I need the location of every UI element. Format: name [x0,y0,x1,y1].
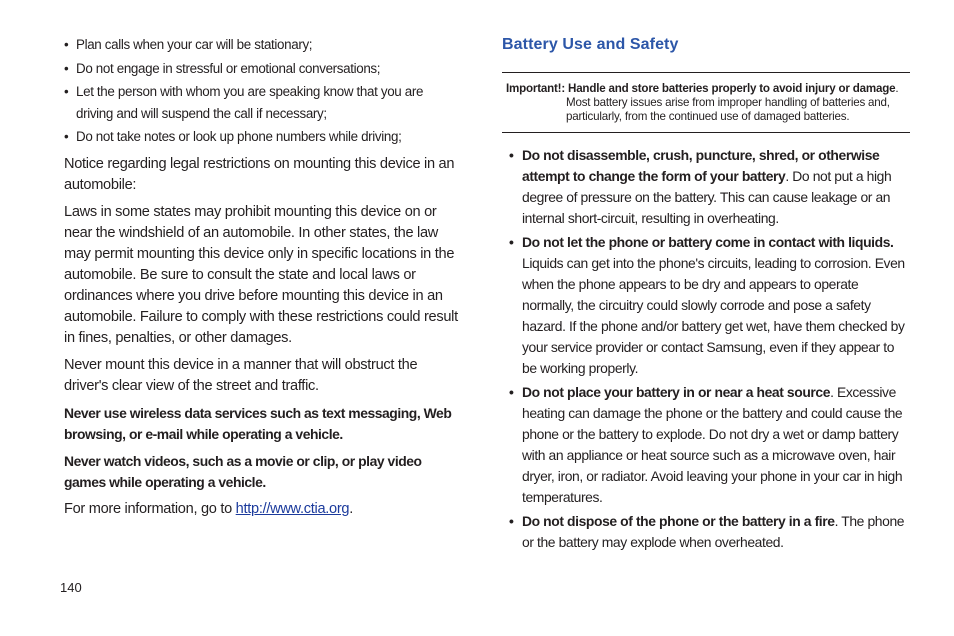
bullet: • [509,234,514,250]
driving-tips-list [64,34,462,148]
bullet: • [509,147,514,163]
more-info-period: . [349,500,353,517]
list-item-text: Let the person with whom you are speaking know that you are driving and will suspend the call if necessary; [76,84,424,121]
list-item-text: Do not engage in stressful or emotional conversations; [76,60,381,76]
important-period: . [895,82,899,95]
list-item-bold: Do not disassemble, crush, puncture, shred, or otherwise attempt to change the form of your battery [522,147,880,184]
bullet: • [509,513,514,529]
section-heading: Battery Use and Safety [502,36,679,53]
obstruct-paragraph: Never mount this device in a manner that will obstruct the driver's clear view of the street and traffic. [64,356,418,394]
bullet: • [64,60,69,76]
wireless-warning: Never use wireless data services such as text messaging, Web browsing, or e-mail while operating a vehicle. [64,404,452,442]
list-item-text: . Do not put a high degree of pressure on the battery. This can cause leakage or an internal short-circuit, resulting in overheating. [522,168,892,226]
list-item-bold: Do not place your battery in or near a heat source [522,384,831,400]
bullet: • [64,84,69,99]
bullet: • [64,37,69,52]
list-item-text: Plan calls when your car will be stationary; [76,37,313,52]
left-column [64,34,462,526]
ctia-link[interactable]: http://www.ctia.org [235,500,350,517]
list-item-text: . The phone or the battery may explode when overheated. [522,513,905,550]
laws-paragraph: Laws in some states may prohibit mounting this device on or near the windshield of an automobile. In other states, the law may permit mounting this device only in specific locations in the automobile. Be sure to consult the state and local laws or ordinances where you drive before mounting this device in an automobile. Failure to comply with these restrictions could result in fines, penalties, or other damages. [64,203,458,346]
important-body-text: Most battery issues arise from improper handling of batteries and, particularly, from the continued use of damaged batteries. [566,96,890,123]
list-item [502,232,910,379]
video-warning: Never watch videos, such as a movie or clip, or play video games while operating a vehicle. [64,452,422,490]
list-item-text: Do not take notes or look up phone numbers while driving; [76,129,402,144]
list-item-text: Liquids can get into the phone's circuits, leading to corrosion. Even when the phone appears to be dry and appears to operate normally, the circuitry could slowly corrode and pose a safety hazard. If the phone and/or battery get wet, have them checked by your service provider or contact Samsung, even if they appear to be working properly. [522,255,905,376]
bullet: • [509,384,514,400]
list-item [64,34,462,56]
list-item [502,511,910,553]
bullet: • [64,129,69,144]
right-column [502,34,910,556]
mounting-notice-paragraph: Notice regarding legal restrictions on mounting this device in an automobile: [64,155,455,193]
page-number: 140 [60,580,82,595]
list-item [502,145,910,229]
list-item [64,126,462,148]
list-item-bold: Do not let the phone or battery come in contact with liquids. [522,234,894,250]
list-item [502,382,910,508]
important-note [502,72,910,133]
list-item [64,58,462,80]
important-bold-text: Handle and store batteries properly to avoid injury or damage [568,82,896,95]
battery-safety-list [502,145,910,553]
more-info-paragraph [64,499,462,520]
list-item [64,81,462,124]
list-item-text: . Excessive heating can damage the phone or the battery and could cause the phone or the battery to explode. Do not dry a wet or damp battery with an appliance or heat source such as a microwave oven, hair dryer, iron, or radiator. Avoid leaving your phone in your car in high temperatures. [522,384,903,505]
more-info-text: For more information, go to [64,500,236,517]
list-item-bold: Do not dispose of the phone or the battery in a fire [522,513,835,529]
important-label: Important!: [506,82,565,95]
